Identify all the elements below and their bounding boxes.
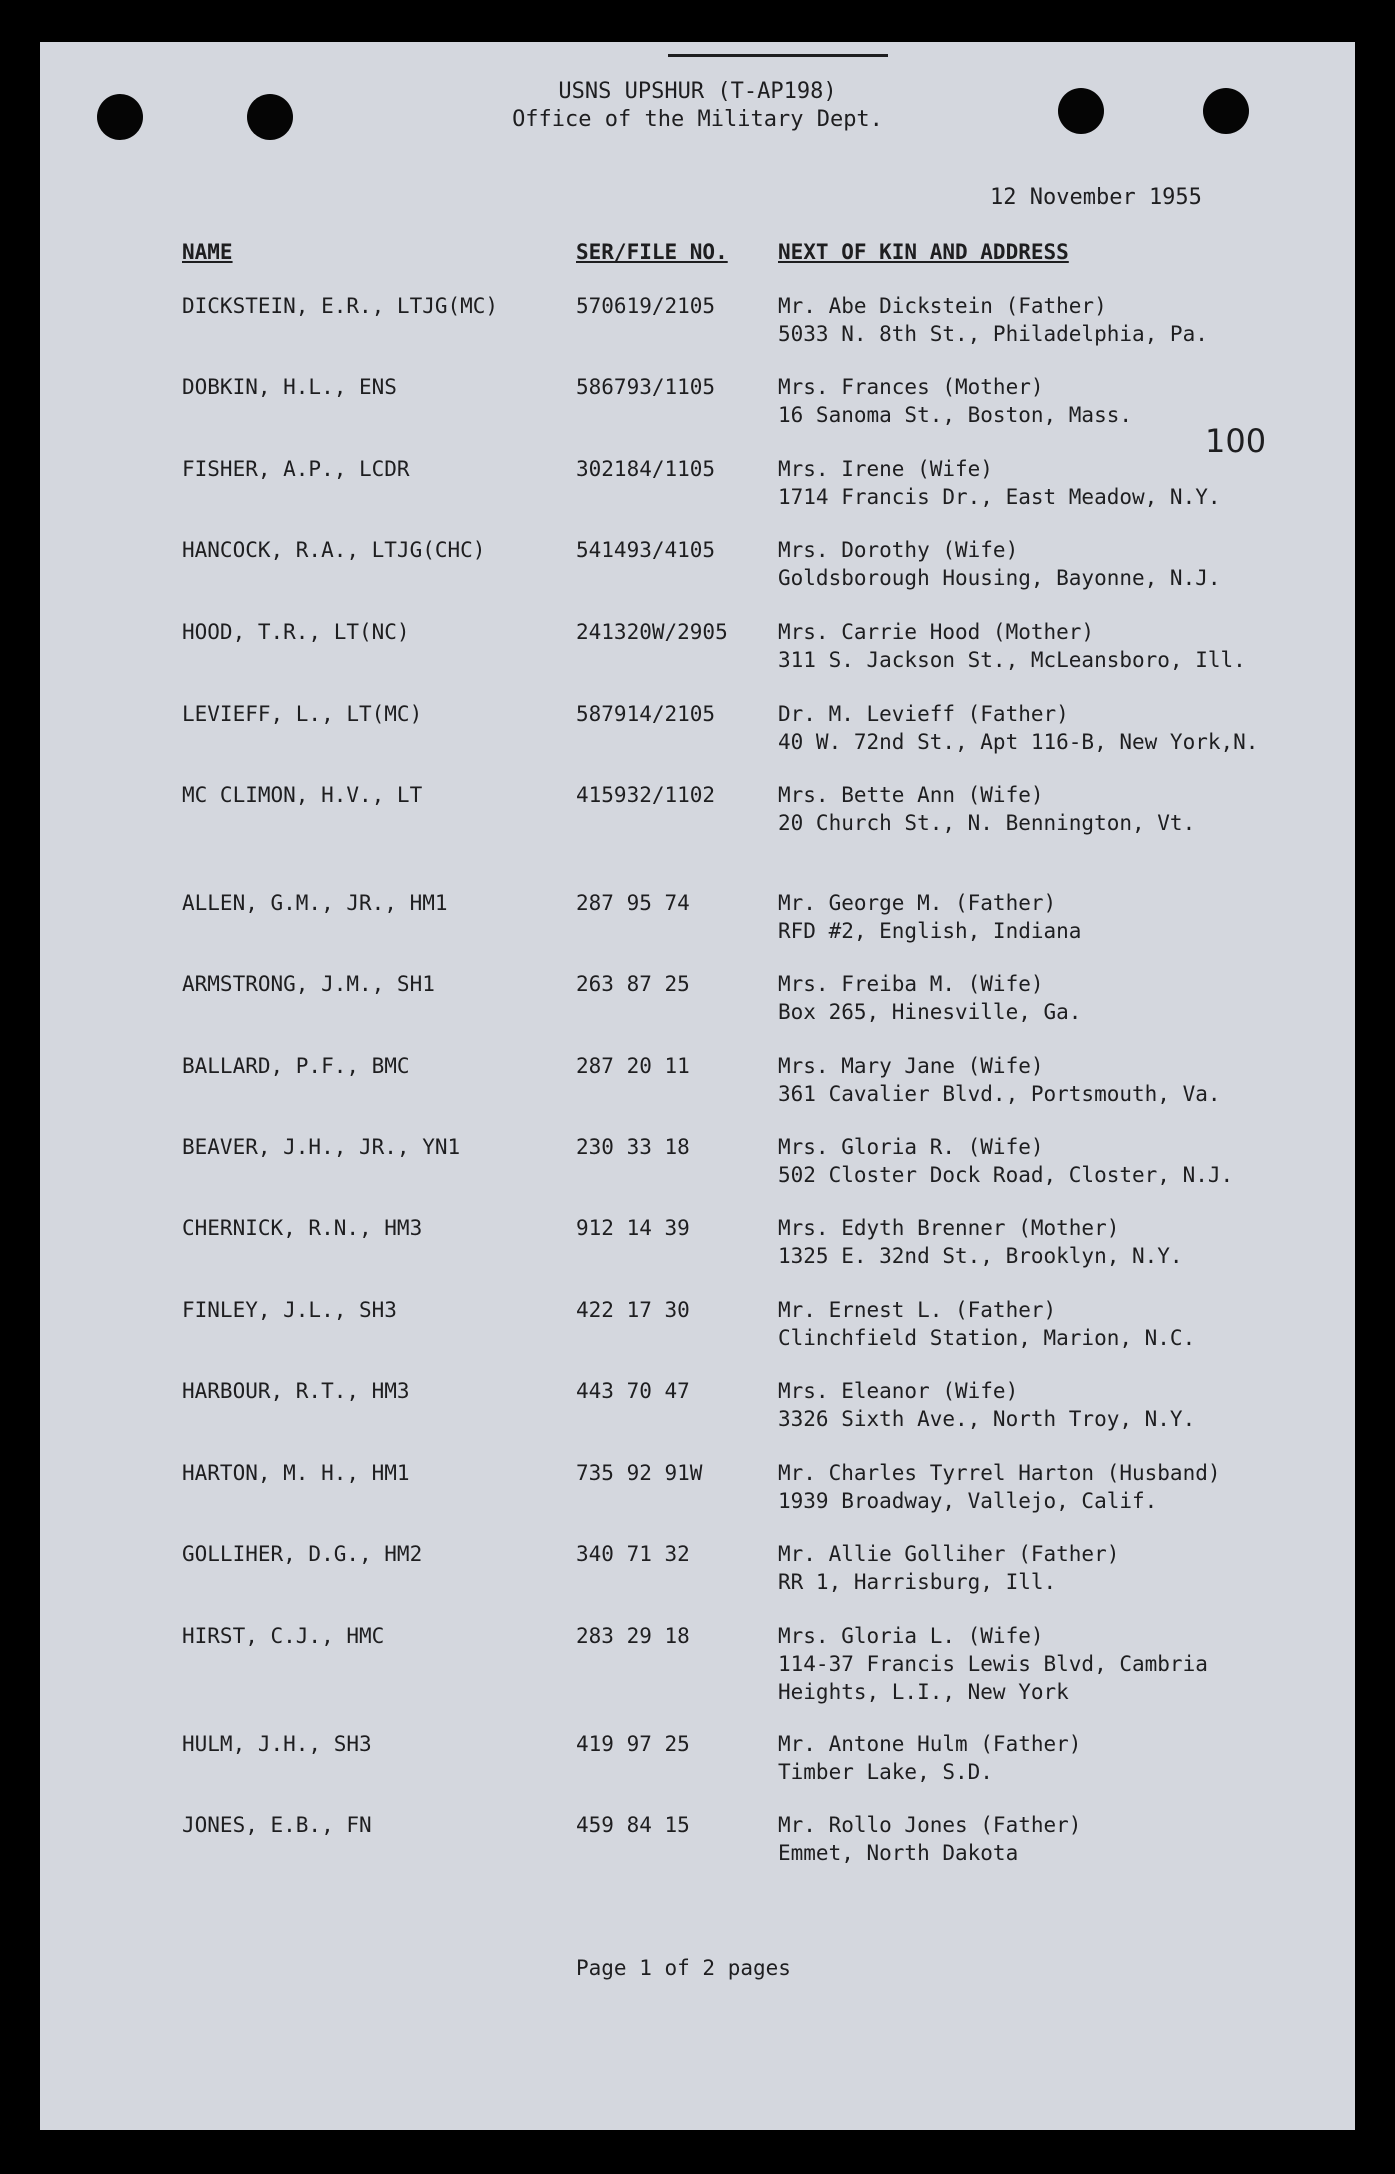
next-of-kin-line: Mr. Abe Dickstein (Father) [778, 294, 1107, 318]
next-of-kin-line: Mrs. Mary Jane (Wife) [778, 1054, 1044, 1078]
service-file-number: 570619/2105 [576, 294, 716, 318]
table-row [40, 1296, 1355, 1356]
person-name: FINLEY, J.L., SH3 [182, 1298, 397, 1322]
table-row [40, 536, 1355, 596]
person-name: MC CLIMON, H.V., LT [182, 783, 423, 807]
next-of-kin-line: Mr. Rollo Jones (Father) [778, 1813, 1082, 1837]
next-of-kin-line: 114-37 Francis Lewis Blvd, Cambria [778, 1652, 1208, 1676]
document-date: 12 November 1955 [990, 185, 1202, 210]
next-of-kin-line: 5033 N. 8th St., Philadelphia, Pa. [778, 322, 1208, 346]
person-name: HANCOCK, R.A., LTJG(CHC) [182, 538, 486, 562]
table-row [40, 1377, 1355, 1437]
person-name: FISHER, A.P., LCDR [182, 457, 410, 481]
table-row [40, 1540, 1355, 1600]
service-file-number: 415932/1102 [576, 783, 716, 807]
person-name: HARBOUR, R.T., HM3 [182, 1379, 410, 1403]
next-of-kin-line: Mr. George M. (Father) [778, 891, 1057, 915]
next-of-kin-line: Timber Lake, S.D. [778, 1760, 993, 1784]
next-of-kin-line: Mrs. Bette Ann (Wife) [778, 783, 1044, 807]
next-of-kin-line: Mrs. Dorothy (Wife) [778, 538, 1019, 562]
person-name: BEAVER, J.H., JR., YN1 [182, 1135, 461, 1159]
person-name: ARMSTRONG, J.M., SH1 [182, 972, 435, 996]
column-header-kin: NEXT OF KIN AND ADDRESS [778, 240, 1069, 264]
next-of-kin-line: RR 1, Harrisburg, Ill. [778, 1570, 1057, 1594]
table-row [40, 1459, 1355, 1519]
person-name: ALLEN, G.M., JR., HM1 [182, 891, 448, 915]
service-file-number: 459 84 15 [576, 1813, 690, 1837]
next-of-kin [778, 1377, 1195, 1433]
table-row [40, 1214, 1355, 1274]
person-name: LEVIEFF, L., LT(MC) [182, 702, 423, 726]
next-of-kin-line: Goldsborough Housing, Bayonne, N.J. [778, 566, 1221, 590]
next-of-kin-line: 20 Church St., N. Bennington, Vt. [778, 811, 1196, 835]
table-row [40, 1133, 1355, 1193]
service-file-number: 735 92 91W [576, 1461, 703, 1485]
person-name: HARTON, M. H., HM1 [182, 1461, 410, 1485]
next-of-kin-line: Emmet, North Dakota [778, 1841, 1019, 1865]
next-of-kin-line: Mrs. Carrie Hood (Mother) [778, 620, 1095, 644]
next-of-kin [778, 1052, 1221, 1108]
document-page [40, 42, 1355, 2130]
next-of-kin [778, 1730, 1081, 1786]
person-name: HIRST, C.J., HMC [182, 1624, 385, 1648]
table-row [40, 970, 1355, 1030]
column-header-name: NAME [182, 240, 233, 264]
table-row [40, 1811, 1355, 1871]
next-of-kin-line: Dr. M. Levieff (Father) [778, 702, 1069, 726]
next-of-kin-line: Mr. Antone Hulm (Father) [778, 1732, 1082, 1756]
service-file-number: 587914/2105 [576, 702, 716, 726]
next-of-kin [778, 292, 1208, 348]
office-name: Office of the Military Dept. [512, 107, 883, 132]
service-file-number: 287 20 11 [576, 1054, 690, 1078]
next-of-kin-line: Mr. Charles Tyrrel Harton (Husband) [778, 1461, 1221, 1485]
next-of-kin-line: 1939 Broadway, Vallejo, Calif. [778, 1489, 1158, 1513]
person-name: DICKSTEIN, E.R., LTJG(MC) [182, 294, 499, 318]
next-of-kin [778, 1459, 1221, 1515]
next-of-kin [778, 1133, 1233, 1189]
person-name: HULM, J.H., SH3 [182, 1732, 372, 1756]
person-name: JONES, E.B., FN [182, 1813, 372, 1837]
service-file-number: 340 71 32 [576, 1542, 690, 1566]
next-of-kin-line: Heights, L.I., New York [778, 1680, 1069, 1704]
person-name: BALLARD, P.F., BMC [182, 1054, 410, 1078]
next-of-kin-line: 311 S. Jackson St., McLeansboro, Ill. [778, 648, 1246, 672]
next-of-kin-line: Mrs. Edyth Brenner (Mother) [778, 1216, 1120, 1240]
service-file-number: 230 33 18 [576, 1135, 690, 1159]
next-of-kin-line: Mr. Allie Golliher (Father) [778, 1542, 1120, 1566]
next-of-kin-line: Mrs. Eleanor (Wife) [778, 1379, 1019, 1403]
column-header-ser: SER/FILE NO. [576, 240, 728, 264]
next-of-kin [778, 455, 1221, 511]
table-row [40, 1622, 1355, 1704]
table-row [40, 700, 1355, 760]
next-of-kin [778, 1540, 1119, 1596]
service-file-number: 263 87 25 [576, 972, 690, 996]
person-name: GOLLIHER, D.G., HM2 [182, 1542, 423, 1566]
next-of-kin-line: 40 W. 72nd St., Apt 116-B, New York,N. [778, 730, 1259, 754]
table-row [40, 455, 1355, 515]
service-file-number: 302184/1105 [576, 457, 716, 481]
next-of-kin-line: Box 265, Hinesville, Ga. [778, 1000, 1082, 1024]
next-of-kin [778, 889, 1081, 945]
next-of-kin-line: 1325 E. 32nd St., Brooklyn, N.Y. [778, 1244, 1183, 1268]
next-of-kin [778, 1622, 1208, 1706]
next-of-kin [778, 373, 1132, 429]
next-of-kin-line: Mrs. Gloria L. (Wife) [778, 1624, 1044, 1648]
ship-name: USNS UPSHUR (T-AP198) [558, 79, 837, 104]
next-of-kin-line: 3326 Sixth Ave., North Troy, N.Y. [778, 1407, 1196, 1431]
person-name: HOOD, T.R., LT(NC) [182, 620, 410, 644]
service-file-number: 541493/4105 [576, 538, 716, 562]
table-row [40, 1730, 1355, 1790]
next-of-kin-line: Clinchfield Station, Marion, N.C. [778, 1326, 1196, 1350]
table-row [40, 1052, 1355, 1112]
service-file-number: 912 14 39 [576, 1216, 690, 1240]
page-footer: Page 1 of 2 pages [576, 1956, 791, 1980]
next-of-kin-line: Mrs. Frances (Mother) [778, 375, 1044, 399]
person-name: CHERNICK, R.N., HM3 [182, 1216, 423, 1240]
next-of-kin-line: 502 Closter Dock Road, Closter, N.J. [778, 1163, 1234, 1187]
service-file-number: 283 29 18 [576, 1624, 690, 1648]
person-name: DOBKIN, H.L., ENS [182, 375, 397, 399]
next-of-kin-line: Mr. Ernest L. (Father) [778, 1298, 1057, 1322]
torn-header-remnant [668, 42, 888, 57]
table-row [40, 889, 1355, 949]
next-of-kin-line: RFD #2, English, Indiana [778, 919, 1082, 943]
next-of-kin-line: Mrs. Freiba M. (Wife) [778, 972, 1044, 996]
next-of-kin-line: 16 Sanoma St., Boston, Mass. [778, 403, 1133, 427]
next-of-kin-line: Mrs. Irene (Wife) [778, 457, 993, 481]
service-file-number: 586793/1105 [576, 375, 716, 399]
table-row [40, 292, 1355, 352]
service-file-number: 241320W/2905 [576, 620, 728, 644]
next-of-kin [778, 1811, 1081, 1867]
service-file-number: 443 70 47 [576, 1379, 690, 1403]
next-of-kin-line: 361 Cavalier Blvd., Portsmouth, Va. [778, 1082, 1221, 1106]
service-file-number: 422 17 30 [576, 1298, 690, 1322]
next-of-kin-line: Mrs. Gloria R. (Wife) [778, 1135, 1044, 1159]
next-of-kin [778, 536, 1221, 592]
next-of-kin [778, 781, 1195, 837]
service-file-number: 287 95 74 [576, 891, 690, 915]
next-of-kin-line: 1714 Francis Dr., East Meadow, N.Y. [778, 485, 1221, 509]
table-row [40, 373, 1355, 433]
next-of-kin [778, 618, 1246, 674]
next-of-kin [778, 1214, 1183, 1270]
service-file-number: 419 97 25 [576, 1732, 690, 1756]
page-number-stamp: 100 [1205, 422, 1267, 460]
next-of-kin [778, 970, 1081, 1026]
next-of-kin [778, 1296, 1195, 1352]
table-row [40, 618, 1355, 678]
table-row [40, 781, 1355, 841]
next-of-kin [778, 700, 1258, 756]
